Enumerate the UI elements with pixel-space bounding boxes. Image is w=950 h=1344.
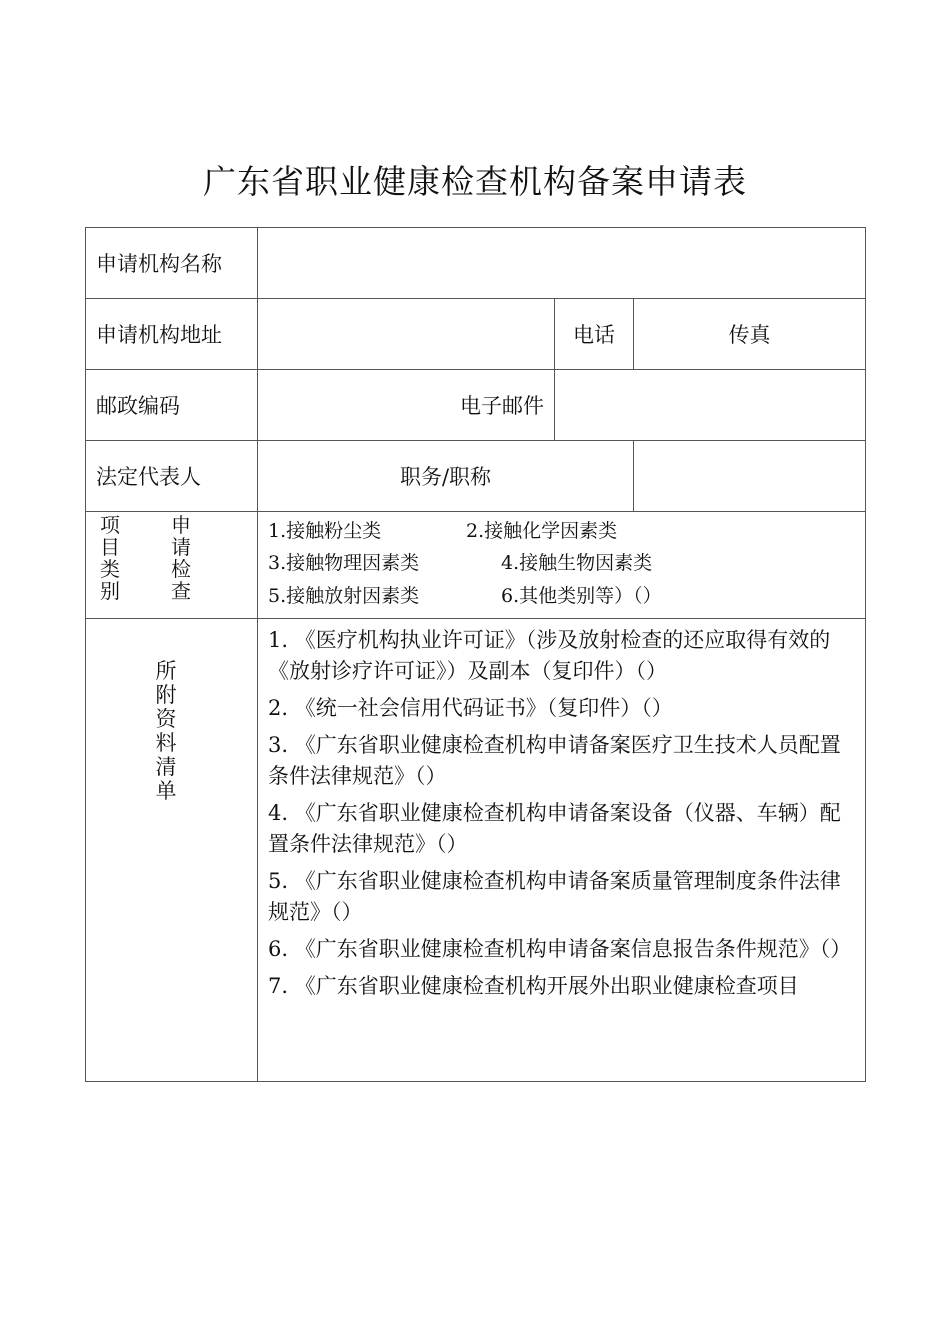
- material-item-3[interactable]: 3. 《广东省职业健康检查机构申请备案医疗卫生技术人员配置条件法律规范》（）: [268, 733, 841, 788]
- category-label-col2: [170, 514, 192, 602]
- category-label-cell: [86, 512, 258, 619]
- application-form-table: [85, 227, 866, 1082]
- materials-label: [154, 659, 178, 803]
- category-label-char: 检: [171, 557, 191, 581]
- category-label-char: 别: [100, 579, 120, 603]
- materials-label-char: 单: [155, 779, 177, 803]
- position-title-field[interactable]: [634, 441, 866, 512]
- category-label-char: 查: [171, 579, 191, 603]
- materials-label-char: 所: [155, 659, 177, 683]
- category-option-biological[interactable]: 4.接触生物因素类: [501, 552, 653, 574]
- row-institution-address: [86, 299, 866, 370]
- institution-name-field[interactable]: [258, 228, 866, 299]
- category-option-dust[interactable]: 1.接触粉尘类: [268, 520, 382, 542]
- material-item-6[interactable]: 6. 《广东省职业健康检查机构申请备案信息报告条件规范》（）: [268, 937, 852, 961]
- materials-label-char: 料: [155, 731, 177, 755]
- fax-label: 传真: [634, 299, 866, 370]
- legal-rep-label: 法定代表人: [86, 441, 258, 512]
- email-field[interactable]: [555, 370, 866, 441]
- category-label-char: 申: [171, 513, 191, 537]
- phone-label: 电话: [555, 299, 634, 370]
- category-options-cell: [258, 512, 866, 619]
- category-option-physical[interactable]: 3.接触物理因素类: [268, 552, 420, 574]
- row-attached-materials: [86, 619, 866, 1082]
- institution-address-field[interactable]: [258, 299, 555, 370]
- category-label-char: 项: [100, 513, 120, 537]
- material-item-7[interactable]: 7. 《广东省职业健康检查机构开展外出职业健康检查项目: [268, 974, 799, 998]
- category-label-char: 请: [171, 535, 191, 559]
- materials-label-char: 附: [155, 683, 177, 707]
- email-label: 电子邮件: [258, 370, 555, 441]
- materials-label-char: 资: [155, 707, 177, 731]
- materials-list-cell: [258, 619, 866, 1082]
- category-label-col1: [99, 514, 121, 602]
- material-item-2[interactable]: 2. 《统一社会信用代码证书》（复印件）（）: [268, 696, 673, 720]
- row-legal-representative: [86, 441, 866, 512]
- materials-list: [268, 625, 861, 1008]
- category-option-radiation[interactable]: 5.接触放射因素类: [268, 585, 420, 607]
- institution-name-label: 申请机构名称: [86, 228, 258, 299]
- form-title: 广东省职业健康检查机构备案申请表: [203, 162, 747, 201]
- category-option-other[interactable]: 6.其他类别等）（）: [501, 585, 662, 607]
- row-institution-name: [86, 228, 866, 299]
- position-title-label: 职务/职称: [258, 441, 634, 512]
- materials-label-char: 清: [155, 755, 177, 779]
- category-label-char: 目: [100, 535, 120, 559]
- institution-address-label: 申请机构地址: [86, 299, 258, 370]
- row-inspection-category: [86, 512, 866, 619]
- category-option-chemical[interactable]: 2.接触化学因素类: [466, 520, 618, 542]
- materials-label-cell: [86, 619, 258, 1082]
- postal-code-label: 邮政编码: [86, 370, 258, 441]
- category-label-char: 类: [100, 557, 120, 581]
- row-postal-code: [86, 370, 866, 441]
- material-item-1[interactable]: 1. 《医疗机构执业许可证》（涉及放射检查的还应取得有效的《放射诊疗许可证》）及副本（复印件）（）: [268, 628, 831, 683]
- material-item-4[interactable]: 4. 《广东省职业健康检查机构申请备案设备（仪器、车辆）配置条件法律规范》（）: [268, 801, 841, 856]
- material-item-5[interactable]: 5. 《广东省职业健康检查机构申请备案质量管理制度条件法律规范》（）: [268, 869, 841, 924]
